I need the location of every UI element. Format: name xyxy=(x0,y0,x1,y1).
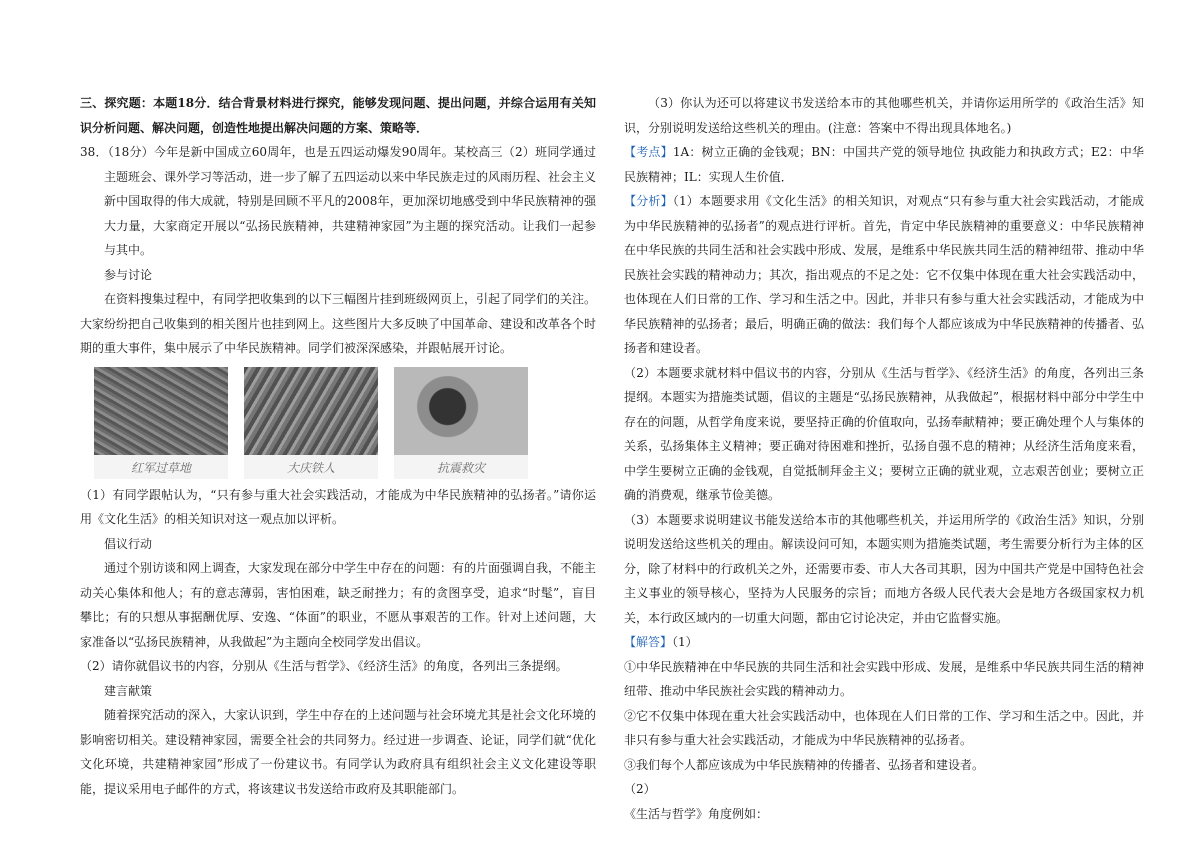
photo-red-army xyxy=(94,367,228,479)
fenxi-part-1: （1）本题要求用《文化生活》的相关知识，对观点“只有参与重大社会实践活动，才能成为中华民族精神的弘扬者”的观点进行评析。首先，肯定中华民族精神的重要意义：中华民族精神在中华民族的共同生活和社会实践中形成、发展，是维系中华民族共同生活的精神纽带、推动中华民族社会实践的精神动力；其次，指出观点的不足之处：它不仅集中体现在重大社会实践活动中，也体现在人们日常的工作、学习和生活之中。因此，并非只有参与重大社会实践活动，才能成为中华民族精神的弘扬者；最后，明确正确的做法：我们每个人都应该成为中华民族精神的传播者、弘扬者和建设者。 xyxy=(624,194,1144,355)
section-heading: 三、探究题：本题18分．结合背景材料进行探究，能够发现问题、提出问题，并综合运用有关知识分析问题、解决问题，创造性地提出解决问题的方案、策略等． xyxy=(80,96,596,135)
initiative-text: 通过个别访谈和网上调查，大家发现在部分中学生中存在的问题：有的片面强调自我，不能主动关心集体和他人；有的意志薄弱，害怕困难，缺乏耐挫力；有的贪图享受，追求“时髦”，盲目攀比；有的只想从事据酬优厚、安逸、“体面”的职业，不愿从事艰苦的工作。针对上述问题，大家准备以“弘扬民族精神，从我做起”为主题向全校同学发出倡议。 xyxy=(80,561,597,649)
question-3: （3）你认为还可以将建议书发送给本市的其他哪些机关，并请你运用所学的《政治生活》知识，分别说明发送给这些机关的理由。(注意：答案中不得出现具体地名。) xyxy=(624,96,1144,135)
photo-earthquake-relief xyxy=(394,367,528,479)
subsection-title-initiative: 倡议行动 xyxy=(104,536,153,551)
answer-point-2: ②它不仅集中体现在重大社会实践活动中，也体现在人们日常的工作、学习和生活之中。因此，并非只有参与重大社会实践活动，才能成为中华民族精神的弘扬者。 xyxy=(624,708,1144,747)
photo-image xyxy=(94,367,228,455)
subsection-title-suggestions: 建言献策 xyxy=(104,683,153,698)
photo-daqing-iron-man xyxy=(244,367,378,479)
answer-part-2-number: （2） xyxy=(624,782,656,796)
question-1: （1）有同学跟帖认为，“只有参与重大社会实践活动，才能成为中华民族精神的弘扬者。”请你运用《文化生活》的相关知识对这一观点加以评析。 xyxy=(80,487,596,526)
kaodian-tag: 【考点】 xyxy=(624,145,673,159)
question-2: （2）请你就倡议书的内容，分别从《生活与哲学》、《经济生活》的角度，各列出三条提纲。 xyxy=(80,659,568,673)
question-38-intro: 38．（18分）今年是新中国成立60周年，也是五四运动爆发90周年。某校高三（2）班同学通过主题班会、课外学习等活动，进一步了解了五四运动以来中华民族走过的风雨历程、社会主义新中国取得的伟大成就，特别是回顾不平凡的2008年，更加深切地感受到中华民族精神的强大力量，大家商定开展以“弘扬民族精神，共建精神家园”为主题的探究活动。让我们一起参与其中。 xyxy=(80,145,597,257)
photo-caption: 抗震救灾 xyxy=(436,460,485,475)
suggestions-text: 随着探究活动的深入，大家认识到，学生中存在的上述问题与社会环境尤其是社会文化环境的影响密切相关。建设精神家园，需要全社会的共同努力。经过进一步调查、论证，同学们就“优化文化环境，共建精神家园”形成了一份建议书。有同学认为政府具有组织社会主义文化建设等职能，提议采用电子邮件的方式，将该建议书发送给市政府及其职能部门。 xyxy=(80,708,597,796)
fenxi-tag: 【分析】 xyxy=(624,194,673,208)
fenxi-part-2: （2）本题要求就材料中倡议书的内容，分别从《生活与哲学》、《经济生活》的角度，各列出三条提纲。本题实为措施类试题，倡议的主题是“弘扬民族精神，从我做起”，根据材料中部分中学生中存在的问题，从哲学角度来说，要坚持正确的价值取向，弘扬奉献精神；要正确处理个人与集体的关系，弘扬集体主义精神；要正确对待困难和挫折，弘扬自强不息的精神；从经济生活角度来看，中学生要树立正确的金钱观，自觉抵制拜金主义；要树立正确的就业观，立志艰苦创业；要树立正确的消费观，继承节俭美德。 xyxy=(624,365,1144,502)
discussion-text: 在资料搜集过程中，有同学把收集到的以下三幅图片挂到班级网页上，引起了同学们的关注。大家纷纷把自己收集到的相关图片也挂到网上。这些图片大多反映了中国革命、建设和改革各个时期的重大事件，集中展示了中华民族精神。同学们被深深感染，并跟帖展开讨论。 xyxy=(80,292,597,355)
photo-caption: 大庆铁人 xyxy=(286,460,335,475)
kaodian-text: 1A：树立正确的金钱观；BN：中国共产党的领导地位 执政能力和执政方式；E2：中华民族精神；IL：实现人生价值． xyxy=(624,145,1144,184)
kaodian-block xyxy=(624,140,1144,189)
jieda-number: （1） xyxy=(672,635,698,649)
photo-caption: 红军过草地 xyxy=(130,460,191,475)
fenxi-part-3: （3）本题要求说明建议书能发送给本市的其他哪些机关，并运用所学的《政治生活》知识，分别说明发送给这些机关的理由。解读设问可知，本题实则为措施类试题，考生需要分析行为主体的区分，除了材料中的行政机关之外，还需要市委、市人大各司其职，因为中国共产党是中国特色社会主义事业的领导核心，坚持为人民服务的宗旨；而地方各级人民代表大会是地方各级国家权力机关，本行政区域内的一切重大问题，都由它讨论决定，并由它监督实施。 xyxy=(624,512,1144,625)
answer-part-2-line: 《生活与哲学》角度例如： xyxy=(624,806,769,821)
subsection-title-discussion: 参与讨论 xyxy=(104,267,153,282)
photo-strip xyxy=(94,367,596,479)
answer-point-1: ①中华民族精神在中华民族的共同生活和社会实践中形成、发展，是维系中华民族共同生活的精神纽带、推动中华民族社会实践的精神动力。 xyxy=(624,659,1144,698)
photo-image xyxy=(244,367,378,455)
jieda-tag: 【解答】 xyxy=(624,635,673,649)
jieda-block xyxy=(624,630,1144,655)
photo-image xyxy=(394,367,528,455)
fenxi-block xyxy=(624,189,1144,361)
left-column xyxy=(80,91,596,801)
right-column xyxy=(624,91,1144,826)
answer-point-3: ③我们每个人都应该成为中华民族精神的传播者、弘扬者和建设者。 xyxy=(624,757,985,772)
